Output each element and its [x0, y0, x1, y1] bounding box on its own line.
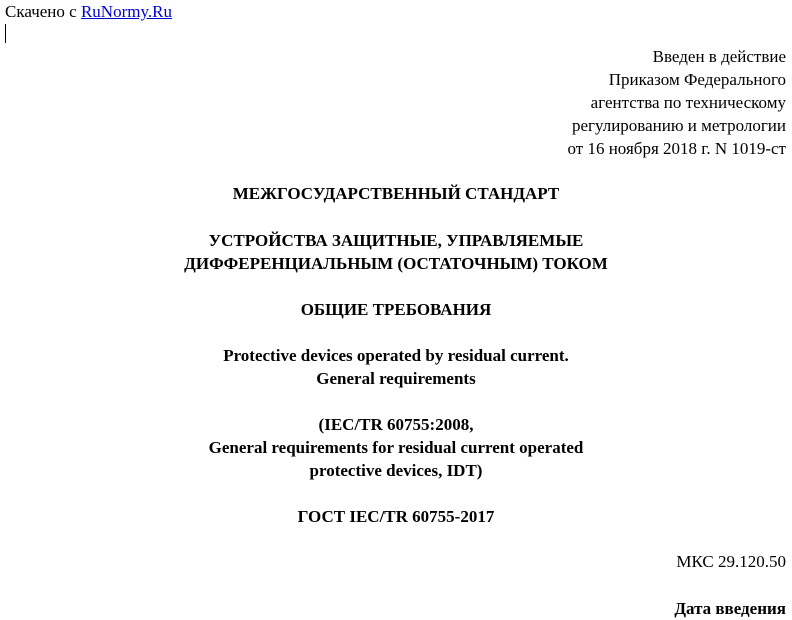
source-line: [5, 0, 172, 23]
standard-title-ru: [0, 229, 792, 275]
standard-reference: [0, 413, 792, 482]
title-en-line: Protective devices operated by residual current.: [223, 346, 569, 365]
mks-code: МКС 29.120.50: [676, 552, 786, 571]
introduction-line: Введен в действие: [652, 47, 786, 66]
standard-title-en: [0, 344, 792, 390]
reference-line: General requirements for residual current operated: [208, 438, 584, 457]
introduction-line: Приказом Федерального: [608, 70, 786, 89]
introduction-line: регулированию и метрологии: [571, 116, 786, 135]
subtitle-ru-text: ОБЩИЕ ТРЕБОВАНИЯ: [300, 300, 492, 319]
reference-line: (IEC/TR 60755:2008,: [318, 415, 474, 434]
title-ru-line: ДИФФЕРЕНЦИАЛЬНЫМ (ОСТАТОЧНЫМ) ТОКОМ: [184, 254, 608, 273]
standard-designation: [0, 505, 792, 528]
introduction-line: агентства по техническому: [590, 93, 786, 112]
designation-text: ГОСТ IEC/TR 60755-2017: [297, 507, 495, 526]
text-cursor: [5, 24, 6, 43]
standard-category-text: МЕЖГОСУДАРСТВЕННЫЙ СТАНДАРТ: [232, 184, 560, 203]
source-link[interactable]: RuNormy.Ru: [80, 2, 172, 21]
standard-category: [0, 182, 792, 205]
source-prefix: Скачено с: [5, 2, 81, 21]
title-ru-line: УСТРОЙСТВА ЗАЩИТНЫЕ, УПРАВЛЯЕМЫЕ: [208, 231, 584, 250]
reference-line: protective devices, IDT): [309, 461, 483, 480]
introduction-line: от 16 ноября 2018 г. N 1019-ст: [567, 139, 786, 158]
introduction-block: [568, 45, 787, 160]
intro-date-label: Дата введения: [674, 599, 786, 618]
standard-subtitle-ru: [0, 298, 792, 321]
title-en-line: General requirements: [316, 369, 476, 388]
